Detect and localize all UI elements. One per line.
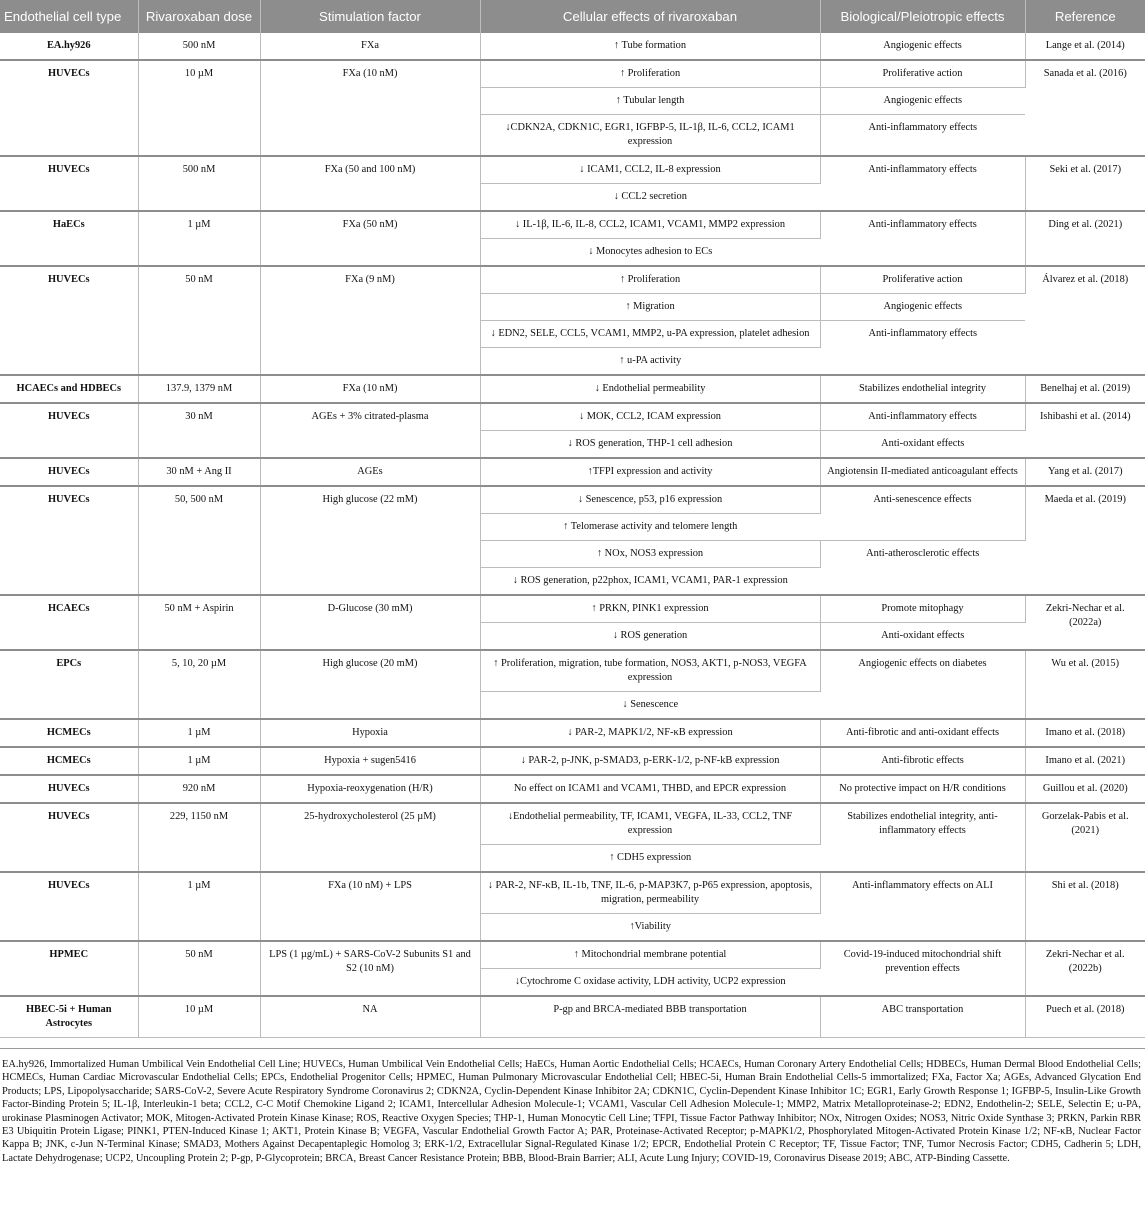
reference-cell: Seki et al. (2017) (1025, 156, 1145, 211)
biological-effect-cell: Angiogenic effects on diabetes (820, 650, 1025, 719)
stimulus-cell: FXa (50 nM) (260, 211, 480, 266)
reference-cell: Yang et al. (2017) (1025, 458, 1145, 486)
dose-cell: 50 nM (138, 941, 260, 996)
biological-effect-cell: Promote mitophagy (820, 595, 1025, 623)
stimulus-cell: NA (260, 996, 480, 1038)
biological-effect-cell: ABC transportation (820, 996, 1025, 1038)
cellular-effect-cell: ↑ u-PA activity (480, 348, 820, 376)
table-row (0, 803, 1145, 845)
cell-type-cell: HCAECs and HDBECs (0, 375, 138, 403)
cellular-effect-cell: ↓ ROS generation, THP-1 cell adhesion (480, 431, 820, 459)
cellular-effect-cell: ↑ Telomerase activity and telomere length (480, 514, 820, 541)
cellular-effect-cell: No effect on ICAM1 and VCAM1, THBD, and EPCR expression (480, 775, 820, 803)
table-row (0, 872, 1145, 914)
reference-cell: Ishibashi et al. (2014) (1025, 403, 1145, 458)
cell-type-cell: HCMECs (0, 747, 138, 775)
biological-effect-cell: Anti-inflammatory effects on ALI (820, 872, 1025, 941)
table-row (0, 747, 1145, 775)
dose-cell: 137.9, 1379 nM (138, 375, 260, 403)
reference-cell: Wu et al. (2015) (1025, 650, 1145, 719)
reference-cell: Lange et al. (2014) (1025, 33, 1145, 60)
reference-cell: Maeda et al. (2019) (1025, 486, 1145, 595)
table-row (0, 375, 1145, 403)
stimulus-cell: AGEs (260, 458, 480, 486)
header-stimulation: Stimulation factor (260, 0, 480, 33)
table-row (0, 486, 1145, 514)
stimulus-cell: FXa (10 nM) (260, 375, 480, 403)
dose-cell: 30 nM + Ang II (138, 458, 260, 486)
table-row (0, 211, 1145, 239)
reference-cell: Benelhaj et al. (2019) (1025, 375, 1145, 403)
stimulus-cell: Hypoxia-reoxygenation (H/R) (260, 775, 480, 803)
cell-type-cell: HUVECs (0, 156, 138, 211)
cellular-effect-cell: ↓Endothelial permeability, TF, ICAM1, VEGFA, IL-33, CCL2, TNF expression (480, 803, 820, 845)
table-row (0, 650, 1145, 692)
stimulus-cell: AGEs + 3% citrated-plasma (260, 403, 480, 458)
cellular-effect-cell: ↑ Mitochondrial membrane potential (480, 941, 820, 969)
reference-cell: Gorzelak-Pabis et al. (2021) (1025, 803, 1145, 872)
cell-type-cell: HaECs (0, 211, 138, 266)
biological-effect-cell: Angiotensin II-mediated anticoagulant effects (820, 458, 1025, 486)
cellular-effect-cell: ↓ Senescence, p53, p16 expression (480, 486, 820, 514)
cell-type-cell: HUVECs (0, 486, 138, 595)
biological-effect-cell: Anti-senescence effects (820, 486, 1025, 541)
reference-cell: Imano et al. (2018) (1025, 719, 1145, 747)
table-row (0, 996, 1145, 1038)
dose-cell: 500 nM (138, 156, 260, 211)
table-body (0, 33, 1145, 1038)
cell-type-cell: EA.hy926 (0, 33, 138, 60)
reference-cell: Ding et al. (2021) (1025, 211, 1145, 266)
biological-effect-cell: Anti-atherosclerotic effects (820, 541, 1025, 596)
cellular-effect-cell: ↓ PAR-2, p-JNK, p-SMAD3, p-ERK-1/2, p-NF-kB expression (480, 747, 820, 775)
cell-type-cell: HUVECs (0, 872, 138, 941)
cellular-effect-cell: ↑ Proliferation (480, 60, 820, 88)
stimulus-cell: FXa (10 nM) (260, 60, 480, 156)
cellular-effect-cell: ↑ NOx, NOS3 expression (480, 541, 820, 568)
cell-type-cell: HUVECs (0, 775, 138, 803)
biological-effect-cell: Anti-inflammatory effects (820, 321, 1025, 376)
cellular-effect-cell: ↓ ROS generation, p22phox, ICAM1, VCAM1, PAR-1 expression (480, 568, 820, 596)
table-row (0, 33, 1145, 60)
cell-type-cell: HUVECs (0, 458, 138, 486)
stimulus-cell: FXa (9 nM) (260, 266, 480, 375)
stimulus-cell: LPS (1 µg/mL) + SARS-CoV-2 Subunits S1 and S2 (10 nM) (260, 941, 480, 996)
cell-type-cell: HUVECs (0, 266, 138, 375)
dose-cell: 500 nM (138, 33, 260, 60)
cell-type-cell: HUVECs (0, 803, 138, 872)
cellular-effect-cell: ↓ EDN2, SELE, CCL5, VCAM1, MMP2, u-PA expression, platelet adhesion (480, 321, 820, 348)
cell-type-cell: HUVECs (0, 60, 138, 156)
biological-effect-cell: Anti-oxidant effects (820, 431, 1025, 459)
dose-cell: 30 nM (138, 403, 260, 458)
cell-type-cell: HCMECs (0, 719, 138, 747)
header-dose: Rivaroxaban dose (138, 0, 260, 33)
reference-cell: Zekri-Nechar et al. (2022b) (1025, 941, 1145, 996)
cell-type-cell: HCAECs (0, 595, 138, 650)
table-row (0, 941, 1145, 969)
dose-cell: 50 nM + Aspirin (138, 595, 260, 650)
biological-effect-cell: Anti-inflammatory effects (820, 403, 1025, 431)
dose-cell: 5, 10, 20 µM (138, 650, 260, 719)
cellular-effect-cell: ↓ CCL2 secretion (480, 184, 820, 212)
reference-cell: Álvarez et al. (2018) (1025, 266, 1145, 375)
biological-effect-cell: Anti-fibrotic effects (820, 747, 1025, 775)
table-row (0, 60, 1145, 88)
stimulus-cell: FXa (10 nM) + LPS (260, 872, 480, 941)
biological-effect-cell: Stabilizes endothelial integrity, anti-inflammatory effects (820, 803, 1025, 872)
header-cellular-effects: Cellular effects of rivaroxaban (480, 0, 820, 33)
dose-cell: 1 µM (138, 747, 260, 775)
header-biological-effects: Biological/Pleiotropic effects (820, 0, 1025, 33)
stimulus-cell: FXa (260, 33, 480, 60)
cellular-effect-cell: ↓ PAR-2, MAPK1/2, NF-κB expression (480, 719, 820, 747)
biological-effect-cell: Angiogenic effects (820, 88, 1025, 115)
header-cell-type: Endothelial cell type (0, 0, 138, 33)
cellular-effect-cell: ↓ ICAM1, CCL2, IL-8 expression (480, 156, 820, 184)
cell-type-cell: HUVECs (0, 403, 138, 458)
biological-effect-cell: Angiogenic effects (820, 33, 1025, 60)
cellular-effect-cell: ↓ Senescence (480, 692, 820, 720)
header-reference: Reference (1025, 0, 1145, 33)
cellular-effect-cell: ↑ Migration (480, 294, 820, 321)
cellular-effect-cell: ↑TFPI expression and activity (480, 458, 820, 486)
table-footnote: EA.hy926, Immortalized Human Umbilical Vein Endothelial Cell Line; HUVECs, Human Umbilical Vein Endothelial Cells; HaECs, Human Aortic Endothelial Cells; HCAECs, Human Coronary Artery Endothelial Cells; HDBECs, Human Dermal Blood Endothelial Cells; HCMECs, Human Cardiac Microvascular Endothelial Cells; EPCs, Endothelial Progenitor Cells; HPMEC, Human Pulmonary Microvascular Endothelial Cell; HBEC-5i, Human Brain Endothelial Cells-5 immortalized; FXa, Factor Xa; AGEs, Advanced Glycation End Products; LPS, Lipopolysaccharide; SARS-CoV-2, Severe Acute Respiratory Syndrome Coronavirus 2; CDKN2A, Cyclin-Dependent Kinase Inhibitor 2A; CDKN1C, Cyclin-Dependent Kinase Inhibitor 1C; EGR1, Early Growth Response 1; IGFBP-5, Insulin-Like Growth Factor-Binding Protein 5; IL-1β, Interleukin-1 beta; CCL2, C-C Motif Chemokine Ligand 2; ICAM1, Intercellular Adhesion Molecule-1; VCAM1, Vascular Cell Adhesion Molecule-1; MMP2, Matrix Metalloproteinase-2; EDN2, Endothelin-2; SELE, Selectin E; u-PA, urokinase Plasminogen Activator; MOK, Mitogen-Activated Protein Kinase Kinase; ROS, Reactive Oxygen Species; THP-1, Human Monocytic Cell Line; TFPI, Tissue Factor Pathway Inhibitor; NOx, Nitrogen Oxides; NOS3, Nitric Oxide Synthase 3; PRKN, Parkin RBR E3 Ubiquitin Protein Ligase; PINK1, PTEN-Induced Kinase 1; AKT1, Protein Kinase B; VEGFA, Vascular Endothelial Growth Factor A; PAR, Proteinase-Activated Receptor; p-MAPK1/2, Phosphorylated Mitogen-Activated Protein Kinase 1/2; NF-κB, Nuclear Factor Kappa B; JNK, c-Jun N-Terminal Kinase; SMAD3, Mothers Against Decapentaplegic Homolog 3; ERK-1/2, Extracellular Signal-Regulated Kinase 1/2; EPCR, Endothelial Protein C Receptor; TF, Tissue Factor; TNF, Tumor Necrosis Factor; CDH5, Cadherin 5; LDH, Lactate Dehydrogenase; UCP2, Uncoupling Protein 2; P-gp, P-Glycoprotein; BRCA, Breast Cancer Resistance Protein; BBB, Blood-Brain Barrier; ALI, Acute Lung Injury; COVID-19, Coronavirus Disease 2019; ABC, ATP-Binding Cassette. (2, 1059, 1141, 1164)
biological-effect-cell: Anti-inflammatory effects (820, 156, 1025, 211)
biological-effect-cell: Anti-oxidant effects (820, 623, 1025, 651)
cellular-effect-cell: ↓Cytochrome C oxidase activity, LDH activity, UCP2 expression (480, 969, 820, 997)
reference-cell: Sanada et al. (2016) (1025, 60, 1145, 156)
cellular-effect-cell: ↓CDKN2A, CDKN1C, EGR1, IGFBP-5, IL-1β, IL-6, CCL2, ICAM1 expression (480, 115, 820, 157)
biological-effect-cell: Proliferative action (820, 60, 1025, 88)
biological-effect-cell: No protective impact on H/R conditions (820, 775, 1025, 803)
biological-effect-cell: Anti-inflammatory effects (820, 211, 1025, 266)
dose-cell: 229, 1150 nM (138, 803, 260, 872)
table-row (0, 403, 1145, 431)
reference-cell: Guillou et al. (2020) (1025, 775, 1145, 803)
cellular-effect-cell: ↓ Endothelial permeability (480, 375, 820, 403)
reference-cell: Zekri-Nechar et al. (2022a) (1025, 595, 1145, 650)
reference-cell: Imano et al. (2021) (1025, 747, 1145, 775)
table-row (0, 266, 1145, 294)
dose-cell: 920 nM (138, 775, 260, 803)
table-row (0, 719, 1145, 747)
cellular-effect-cell: ↑ PRKN, PINK1 expression (480, 595, 820, 623)
cellular-effect-cell: ↓ MOK, CCL2, ICAM expression (480, 403, 820, 431)
table-row (0, 775, 1145, 803)
dose-cell: 1 µM (138, 872, 260, 941)
header-row (0, 0, 1145, 33)
stimulus-cell: High glucose (22 mM) (260, 486, 480, 595)
cellular-effect-cell: ↑ Tubular length (480, 88, 820, 115)
dose-cell: 50 nM (138, 266, 260, 375)
stimulus-cell: D-Glucose (30 mM) (260, 595, 480, 650)
reference-cell: Puech et al. (2018) (1025, 996, 1145, 1038)
cellular-effect-cell: ↓ Monocytes adhesion to ECs (480, 239, 820, 267)
biological-effect-cell: Proliferative action (820, 266, 1025, 294)
table-row (0, 458, 1145, 486)
cell-type-cell: EPCs (0, 650, 138, 719)
cellular-effect-cell: ↑ Proliferation, migration, tube formation, NOS3, AKT1, p-NOS3, VEGFA expression (480, 650, 820, 692)
table-row (0, 595, 1145, 623)
cellular-effect-cell: ↑Viability (480, 914, 820, 942)
biological-effect-cell: Anti-fibrotic and anti-oxidant effects (820, 719, 1025, 747)
biological-effect-cell: Stabilizes endothelial integrity (820, 375, 1025, 403)
cellular-effect-cell: ↑ CDH5 expression (480, 845, 820, 873)
stimulus-cell: High glucose (20 mM) (260, 650, 480, 719)
biological-effect-cell: Angiogenic effects (820, 294, 1025, 321)
dose-cell: 1 µM (138, 719, 260, 747)
cell-type-cell: HPMEC (0, 941, 138, 996)
dose-cell: 10 µM (138, 996, 260, 1038)
cellular-effect-cell: ↓ PAR-2, NF-κB, IL-1b, TNF, IL-6, p-MAP3K7, p-P65 expression, apoptosis, migration, permeability (480, 872, 820, 914)
reference-cell: Shi et al. (2018) (1025, 872, 1145, 941)
stimulus-cell: 25-hydroxycholesterol (25 µM) (260, 803, 480, 872)
biological-effect-cell: Anti-inflammatory effects (820, 115, 1025, 157)
cellular-effect-cell: P-gp and BRCA-mediated BBB transportation (480, 996, 820, 1038)
biological-effect-cell: Covid-19-induced mitochondrial shift prevention effects (820, 941, 1025, 996)
cellular-effect-cell: ↓ IL-1β, IL-6, IL-8, CCL2, ICAM1, VCAM1, MMP2 expression (480, 211, 820, 239)
stimulus-cell: FXa (50 and 100 nM) (260, 156, 480, 211)
dose-cell: 1 µM (138, 211, 260, 266)
dose-cell: 50, 500 nM (138, 486, 260, 595)
stimulus-cell: Hypoxia (260, 719, 480, 747)
cellular-effect-cell: ↑ Proliferation (480, 266, 820, 294)
cellular-effect-cell: ↑ Tube formation (480, 33, 820, 60)
stimulus-cell: Hypoxia + sugen5416 (260, 747, 480, 775)
dose-cell: 10 µM (138, 60, 260, 156)
table-row (0, 156, 1145, 184)
cellular-effect-cell: ↓ ROS generation (480, 623, 820, 651)
cell-type-cell: HBEC-5i + Human Astrocytes (0, 996, 138, 1038)
